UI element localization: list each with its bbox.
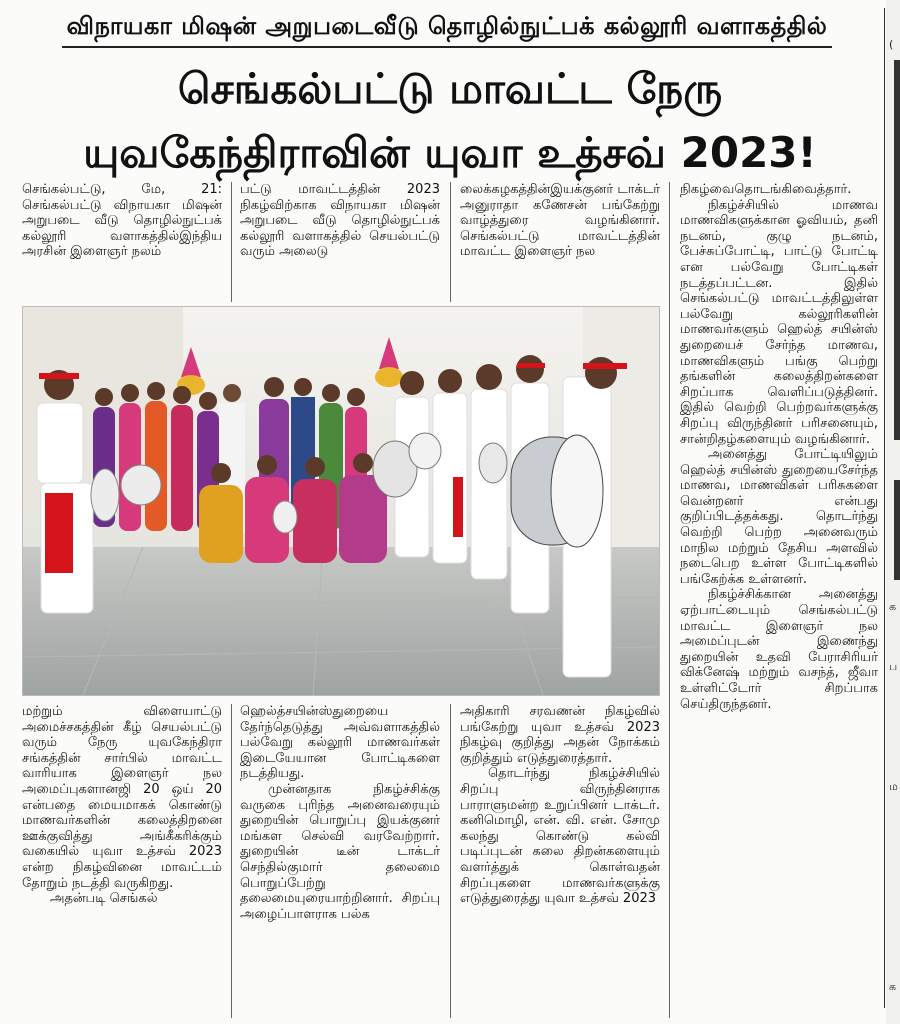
paragraph: நிகழ்ச்சியில் மாணவ மாணவிகளுக்கான ஓவியம், தனி நடனம், குழு நடனம், பேச்சுப்போட்டி, பாட்டு போட்டி என பல்வேறு போட்டிகள் நடத்தப்பட்டன. இதில் செங்கல்பட்டு மாவட்டத்திலுள்ள பல்வேறு கல்லூரிகளின் மாணவர்களும் ஹெல்த் சயின்ஸ் துறையைச் சேர்ந்த மாணவ, மாணவிகளும் பங்கு பெற்று தங்களின் கலைத்திறன்களை சிறப்பாக வெளிப்படுத்தினர். இதில் வெற்றி பெற்றவர்களுக்கு சிறப்பு விருந்தினர் பரிசனையும், சான்றிதழ்களையும் வழங்கினார். xyxy=(680,197,878,447)
article-bottom-column-3 xyxy=(460,704,660,1018)
article-top-column-1 xyxy=(22,182,222,302)
paragraph: லைக்கழகத்தின்இயக்குனர் டாக்டர் அனுராதா கணேசன் பங்கேற்று வாழ்த்துரை வழங்கினார். செங்கல்பட்டு மாவட்டத்தின் மாவட்ட இளைஞர் நல xyxy=(460,182,660,260)
event-photo-illustration xyxy=(23,307,659,695)
paragraph: நிகழ்வைதொடங்கிவைத்தார். xyxy=(680,182,852,197)
paragraph: அதிகாரி சரவணன் நிகழ்வில் பங்கேற்று யுவா உத்சவ் 2023 நிகழ்வு குறித்து அதன் நோக்கம் குறித்தும் எடுத்துரைத்தார். xyxy=(460,704,660,766)
kicker-line: விநாயகா மிஷன் அறுபடைவீடு தொழில்நுட்பக் கல்லூரி வளாகத்தில் xyxy=(62,8,832,48)
edge-glyph: ( xyxy=(889,38,894,51)
column-rule xyxy=(450,182,451,302)
paragraph: தொடர்ந்து நிகழ்ச்சியில் சிறப்பு விருந்தினராக பாராளுமன்ற உறுப்பினர் டாக்டர். கனிமொழி, என். வி. என். சோமு கலந்து கொண்டு கல்வி படிப்புடன் கலை திறன்களையும் வளர்த்துக் கொள்வதன் சிறப்புகளை மாணவர்களுக்கு எடுத்துரைத்து யுவா உத்சவ் 2023 xyxy=(460,766,660,907)
adjacent-page-dark-block xyxy=(894,60,900,440)
article-top-column-2 xyxy=(240,182,440,302)
paragraph: முன்னதாக நிகழ்ச்சிக்கு வருகை புரிந்த அனைவரையும் துறையின் பொறுப்பு இயக்குனர் மங்கள செல்வி வரவேற்றார். துறையின் டீன் டாக்டர் செந்தில்குமார் தலைமை பொறுப்பேற்று தலைமையுரையாற்றினார். சிறப்பு அழைப்பாளராக பல்க xyxy=(240,781,440,922)
paragraph: பட்டு மாவட்டத்தின் 2023 நிகழ்விற்காக விநாயகா மிஷன் அறுபடை வீடு தொழில்நுட்பக் கல்லூரி வளாகத்தில் செயல்பட்டு வரும் அலைடு xyxy=(240,182,440,260)
edge-glyph: க xyxy=(889,980,897,993)
paragraph: அதன்படி செங்கல் xyxy=(50,891,158,907)
column-rule xyxy=(231,704,232,1018)
article-column-4 xyxy=(680,182,878,1018)
paragraph: மற்றும் விளையாட்டு அமைச்சகத்தின் கீழ் செயல்பட்டு வரும் நேரு யுவகேந்திரா சங்கத்தின் சார்பில் மாவட்ட வாரியாக இளைஞர் நல அமைப்புகளானஜி 20 ஒய் 20 என்பதை மையமாகக் கொண்டு மாணவர்களின் கலைத்திறனை ஊக்குவித்து அங்கீகரிக்கும் வகையில் யுவா உத்சவ் 2023 என்ற நிகழ்வினை மாவட்டம் தோறும் நடத்தி வருகிறது. xyxy=(22,704,222,891)
paragraph: நிகழ்ச்சிக்கான அனைத்து ஏற்பாட்டையும் செங்கல்பட்டு மாவட்ட இளைஞர் நல அமைப்புடன் இணைந்து துறையின் உதவி பேராசிரியர் விக்னேஷ் மற்றும் வசந்த், ஜீவா உள்ளிட்டோர் சிறப்பாக செய்திருந்தனர். xyxy=(680,587,878,712)
paragraph: அனைத்து போட்டியிலும் ஹெல்த் சயின்ஸ் துறையைசேர்ந்த மாணவ, மாணவிகள் பரிசுகளை வென்றனர் என்பது குறிப்பிடத்தக்கது. தொடர்ந்து வெற்றி பெற்ற அனைவரும் மாநில மற்றும் தேசிய அளவில் நடைபெற உள்ள போட்டிகளில் பங்கேற்க்க உள்ளனர். xyxy=(680,447,878,587)
article-top-column-3 xyxy=(460,182,660,302)
paragraph: ஹெல்த்சயின்ஸ்துறையை தேர்ந்தெடுத்து அவ்வளாகத்தில் பல்வேறு கல்லூரி மாணவர்கள் இடையேயான போட்டிகளை நடத்தியது. xyxy=(240,704,440,782)
paragraph: செங்கல்பட்டு, மே, 21: செங்கல்பட்டு விநாயகா மிஷன் அறுபடை வீடு தொழில்நுட்பக் கல்லூரி வளாகத்தில்இந்திய அரசின் இளைஞர் நலம் xyxy=(22,182,222,260)
article-bottom-column-2 xyxy=(240,704,440,1018)
adjacent-page-dark-block xyxy=(894,480,900,580)
page-border xyxy=(884,8,885,1008)
edge-glyph: ப xyxy=(889,660,898,673)
edge-glyph: க xyxy=(889,600,897,613)
article-bottom-column-1 xyxy=(22,704,222,1018)
edge-glyph: ம xyxy=(889,780,898,793)
headline-line-1: செங்கல்பட்டு மாவட்ட நேரு xyxy=(177,64,723,113)
column-rule xyxy=(231,182,232,302)
column-rule xyxy=(669,182,670,1018)
headline-line-2: யுவகேந்திராவின் யுவா உத்சவ் 2023! xyxy=(83,128,817,177)
event-photo xyxy=(22,306,660,696)
column-rule xyxy=(450,704,451,1018)
